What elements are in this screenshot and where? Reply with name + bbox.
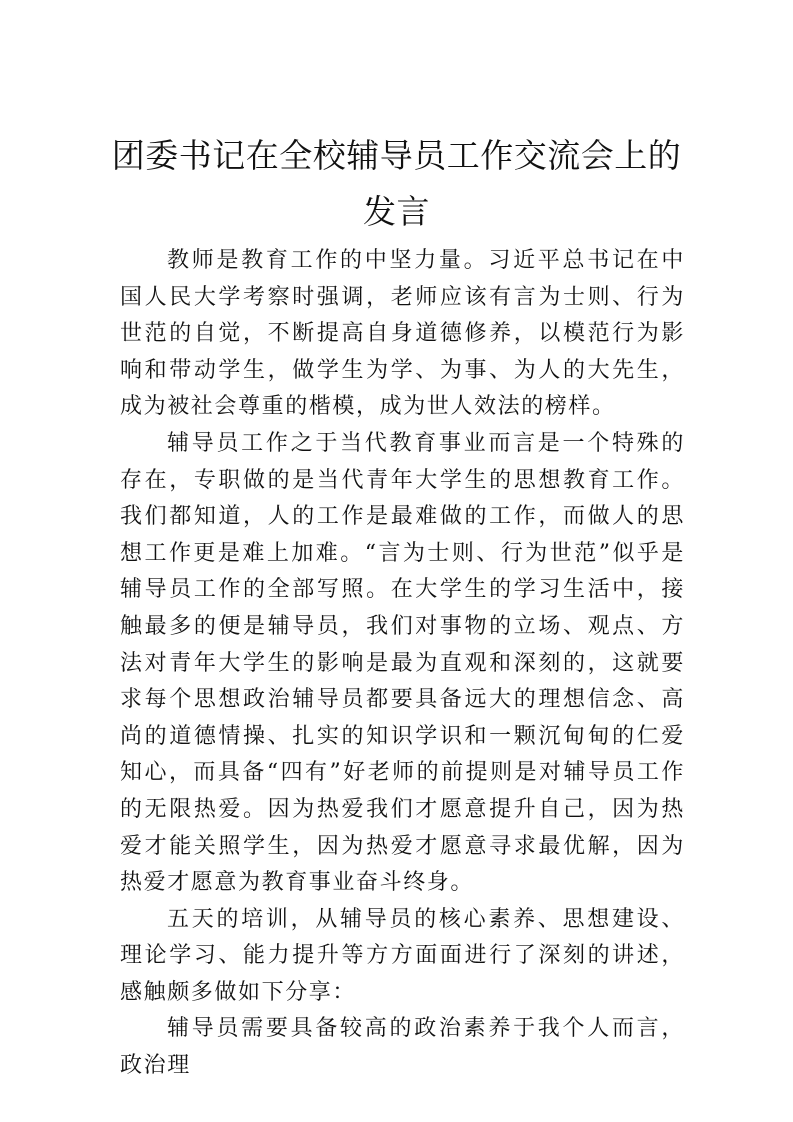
paragraph: 教师是教育工作的中坚力量。习近平总书记在中国人民大学考察时强调，老师应该有言为士则、行为世范的自觉，不断提高自身道德修养，以模范行为影响和带动学生，做学生为学、为事、为人的大先生，成为被社会尊重的楷模，成为世人效法的榜样。: [120, 248, 685, 420]
paragraph: 辅导员工作之于当代教育事业而言是一个特殊的存在，专职做的是当代青年大学生的思想教育工作。我们都知道，人的工作是最难做的工作，而做人的思想工作更是难上加难。“言为士则、行为世范”似乎是辅导员工作的全部写照。在大学生的学习生活中，接触最多的便是辅导员，我们对事物的立场、观点、方法对青年大学生的影响是最为直观和深刻的，这就要求每个思想政治辅导员都要具备远大的理想信念、高尚的道德情操、扎实的知识学识和一颗沉甸甸的仁爱知心，而具备“四有”好老师的前提则是对辅导员工作的无限热爱。因为热爱我们才愿意提升自己，因为热爱才能关照学生，因为热爱才愿意寻求最优解，因为热爱才愿意为教育事业奋斗终身。: [120, 430, 685, 896]
paragraph: 辅导员需要具备较高的政治素养于我个人而言，政治理: [120, 1016, 685, 1079]
paragraph: 五天的培训，从辅导员的核心素养、思想建设、理论学习、能力提升等方方面面进行了深刻的讲述，感触颇多做如下分享：: [120, 906, 685, 1005]
document-body: [120, 243, 685, 1085]
document-title: 团委书记在全校辅导员工作交流会上的发言: [111, 136, 682, 231]
